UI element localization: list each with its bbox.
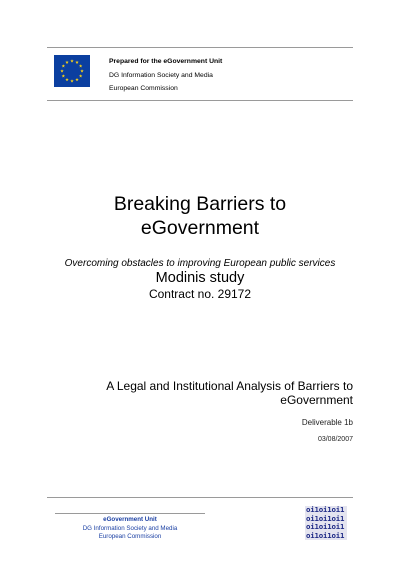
document-date: 03/08/2007	[317, 436, 353, 443]
logo-row: oi1oi1oi1	[306, 505, 345, 514]
flag-star-icon	[65, 61, 68, 64]
deliverable-label: Deliverable 1b	[301, 418, 353, 427]
header-bottom-rule	[47, 100, 353, 101]
document-title	[60, 192, 340, 240]
eu-flag-icon	[54, 55, 90, 87]
logo-row: oi1oi1oi1	[306, 530, 345, 540]
top-rule	[47, 47, 353, 48]
flag-star-icon	[70, 59, 73, 62]
footer-unit: eGovernment Unit	[103, 516, 157, 523]
flag-star-icon	[65, 78, 68, 81]
header-block	[109, 55, 222, 96]
footer-commission: European Commission	[98, 533, 162, 540]
footer-short-rule	[55, 513, 205, 514]
flag-star-icon	[75, 61, 78, 64]
flag-star-icon	[80, 69, 83, 72]
prepared-for-label: Prepared for the eGovernment Unit	[109, 58, 223, 65]
contract-number: Contract no. 29172	[148, 287, 252, 301]
logo-row: oi1oi1oi1	[306, 513, 345, 523]
binary-logo-icon	[305, 506, 347, 540]
analysis-title	[53, 379, 353, 407]
flag-star-icon	[79, 74, 82, 77]
analysis-line-2: eGovernment	[280, 393, 353, 407]
title-line-1: Breaking Barriers to	[113, 193, 287, 215]
dg-label: DG Information Society and Media	[109, 71, 213, 79]
flag-star-icon	[62, 64, 65, 67]
flag-star-icon	[70, 79, 73, 82]
analysis-line-1: A Legal and Institutional Analysis of Barriers to	[106, 379, 353, 393]
logo-row: oi1oi1oi1	[306, 522, 345, 531]
document-subtitle: Overcoming obstacles to improving European public services	[64, 258, 336, 269]
commission-label: European Commission	[109, 85, 178, 92]
title-line-2: eGovernment	[140, 217, 260, 239]
flag-star-icon	[60, 69, 63, 72]
flag-star-icon	[62, 74, 65, 77]
footer-block	[55, 516, 205, 542]
study-name: Modinis study	[155, 270, 245, 286]
footer-dg: DG Information Society and Media	[82, 524, 178, 532]
flag-star-icon	[75, 78, 78, 81]
footer-rule	[47, 497, 353, 498]
flag-star-icon	[79, 64, 82, 67]
